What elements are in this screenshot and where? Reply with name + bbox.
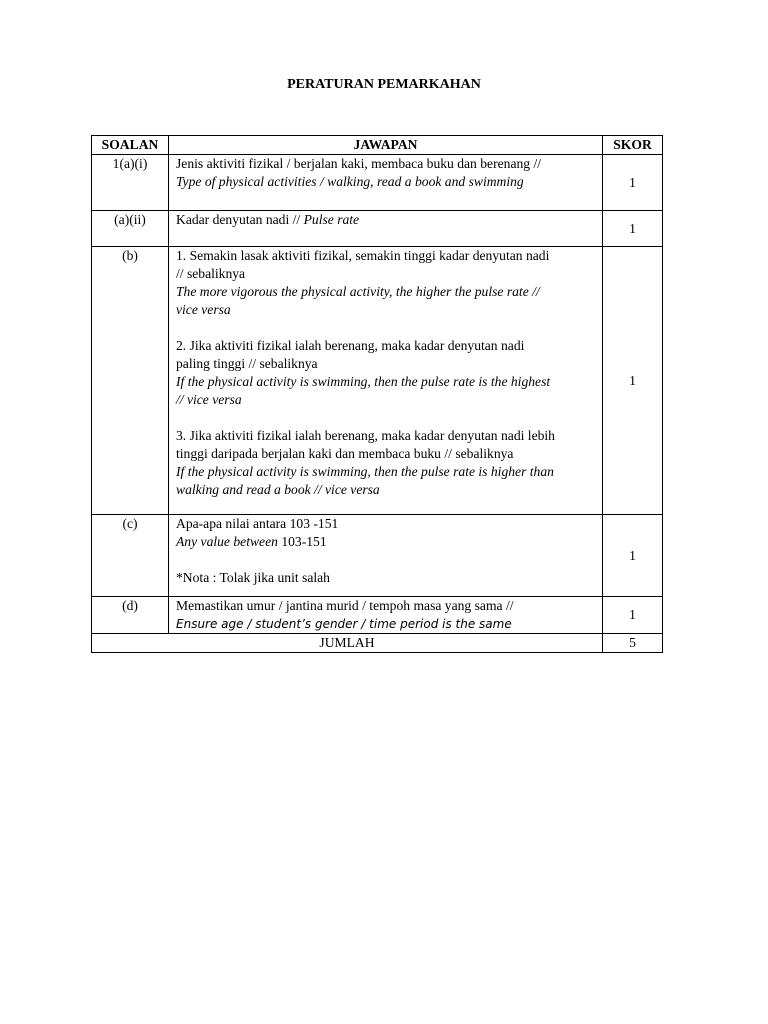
answer-english: Any value between — [176, 534, 282, 549]
header-skor: SKOR — [603, 136, 663, 155]
answer-english: Ensure age / student’s gender / time period is the same — [176, 617, 512, 631]
score-cell: 1 — [603, 515, 663, 597]
answer-value: 103-151 — [281, 534, 327, 549]
point-1-english-line-1: The more vigorous the physical activity, the higher the pulse rate // — [176, 284, 540, 299]
question-number: (c) — [92, 515, 169, 597]
answer-cell — [169, 247, 603, 515]
score-cell: 1 — [603, 155, 663, 211]
header-jawapan: JAWAPAN — [169, 136, 603, 155]
point-1-english-line-2: vice versa — [176, 302, 231, 317]
point-3-english-line-1: If the physical activity is swimming, then the pulse rate is higher than — [176, 464, 554, 479]
point-2-english-line-1: If the physical activity is swimming, then the pulse rate is the highest — [176, 374, 551, 389]
header-soalan: SOALAN — [92, 136, 169, 155]
point-1-malay-line-2: // sebaliknya — [176, 266, 246, 281]
table-row — [92, 247, 663, 515]
point-2-malay-line-1: 2. Jika aktiviti fizikal ialah berenang, maka kadar denyutan nadi — [176, 338, 525, 353]
answer-note: *Nota : Tolak jika unit salah — [176, 570, 330, 585]
answer-english: Pulse rate — [303, 212, 360, 227]
question-number: 1(a)(i) — [92, 155, 169, 211]
total-score: 5 — [603, 634, 663, 653]
point-3-english-line-2: walking and read a book // vice versa — [176, 482, 380, 497]
total-row — [92, 634, 663, 653]
header-row — [92, 136, 663, 155]
marking-scheme-table — [91, 135, 663, 653]
answer-cell — [169, 211, 603, 247]
point-2-malay-line-2: paling tinggi // sebaliknya — [176, 356, 318, 371]
table-row — [92, 597, 663, 634]
answer-malay: Apa-apa nilai antara 103 -151 — [176, 516, 339, 531]
table-row — [92, 155, 663, 211]
answer-cell — [169, 515, 603, 597]
point-2-english-line-2: // vice versa — [176, 392, 242, 407]
answer-malay: Kadar denyutan nadi // — [176, 212, 304, 227]
point-3-malay-line-1: 3. Jika aktiviti fizikal ialah berenang, maka kadar denyutan nadi lebih — [176, 428, 555, 443]
total-label: JUMLAH — [92, 634, 603, 653]
table-row — [92, 515, 663, 597]
table-row — [92, 211, 663, 247]
answer-english: Type of physical activities / walking, read a book and swimming — [176, 174, 524, 189]
answer-malay: Memastikan umur / jantina murid / tempoh masa yang sama // — [176, 598, 514, 613]
question-number: (d) — [92, 597, 169, 634]
point-1-malay-line-1: 1. Semakin lasak aktiviti fizikal, semakin tinggi kadar denyutan nadi — [176, 248, 550, 263]
score-cell: 1 — [603, 247, 663, 515]
question-number: (b) — [92, 247, 169, 515]
score-cell: 1 — [603, 211, 663, 247]
page-title: PERATURAN PEMARKAHAN — [287, 77, 481, 92]
score-cell: 1 — [603, 597, 663, 634]
question-number: (a)(ii) — [92, 211, 169, 247]
answer-cell — [169, 155, 603, 211]
answer-cell — [169, 597, 603, 634]
point-3-malay-line-2: tinggi daripada berjalan kaki dan membaca buku // sebaliknya — [176, 446, 514, 461]
answer-malay: Jenis aktiviti fizikal / berjalan kaki, membaca buku dan berenang // — [176, 156, 542, 171]
